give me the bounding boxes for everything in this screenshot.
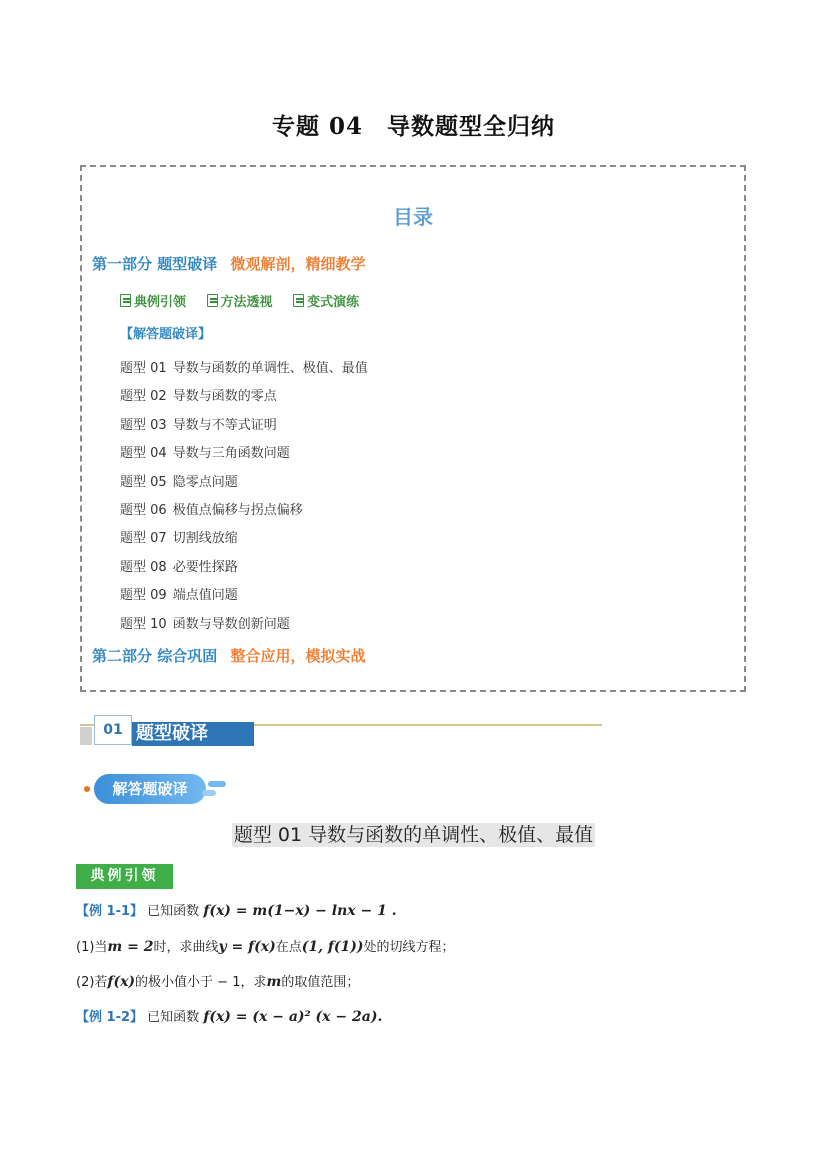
pill-label: 解答题破译: [94, 774, 206, 804]
toc-item[interactable]: [120, 525, 368, 553]
toc-item[interactable]: [120, 412, 368, 440]
formula: m = 2: [107, 939, 154, 955]
example-label: 【例 1-1】: [76, 904, 144, 919]
banner-accent: [80, 727, 92, 745]
document-title: 专题 04 导数题型全归纳: [271, 113, 555, 140]
toc-item[interactable]: [120, 469, 368, 497]
pill-decoration: [202, 790, 216, 796]
toc-item[interactable]: [120, 383, 368, 411]
question-text: 的极小值小于 − 1，求: [135, 975, 267, 990]
toc-item-number: 题型 07: [120, 531, 167, 547]
toc-item-number: 题型 01: [120, 361, 167, 376]
formula: (1, f(1)): [301, 939, 364, 955]
toc-item-label: 导数与函数的单调性、极值、最值: [172, 361, 368, 376]
toc-item[interactable]: [120, 440, 368, 468]
example-1-2: [76, 1006, 382, 1025]
formula: f(x) = m(1−x) − lnx − 1 .: [203, 903, 397, 919]
formula: m: [266, 974, 282, 990]
toc-item-number: 题型 03: [120, 417, 167, 433]
example-tag: 典例引领: [76, 864, 173, 889]
toc-item[interactable]: [120, 497, 368, 525]
toc-item[interactable]: [120, 611, 368, 639]
toc-heading: 目录: [393, 205, 433, 229]
toc-item-label: 极值点偏移与拐点偏移: [172, 502, 303, 518]
part-2-subtitle: 整合应用，模拟实战: [230, 647, 366, 665]
tag-label: 方法透视: [220, 295, 273, 310]
toc-part-1[interactable]: [92, 253, 365, 274]
toc-tag-practice[interactable]: [293, 291, 359, 310]
question-text: (2)若: [76, 975, 108, 990]
document-icon: [293, 294, 304, 307]
toc-item-number: 题型 09: [120, 588, 167, 604]
toc-item-label: 导数与不等式证明: [172, 417, 277, 433]
part-1-subtitle: 微观解剖，精细教学: [230, 255, 366, 273]
toc-item-label: 导数与函数的零点: [172, 389, 277, 405]
question-text: 处的切线方程；: [363, 940, 455, 955]
formula: f(x) = (x − a)² (x − 2a).: [203, 1009, 383, 1025]
section-title-text: 题型 01 导数与函数的单调性、极值、最值: [233, 824, 594, 846]
toc-item-label: 函数与导数创新问题: [172, 616, 290, 632]
question-text: 时，求曲线: [153, 940, 219, 955]
toc-tag-examples[interactable]: [120, 291, 186, 310]
toc-item-number: 题型 04: [120, 446, 167, 462]
toc-list: [120, 355, 368, 639]
toc-subsection-label: 【解答题破译】: [120, 327, 212, 342]
example-label: 【例 1-2】: [76, 1010, 144, 1025]
toc-item-number: 题型 06: [120, 502, 167, 518]
toc-item[interactable]: [120, 355, 368, 383]
example-1-1: [76, 900, 397, 919]
part-2-name: 第二部分 综合巩固: [92, 647, 218, 665]
toc-item-number: 题型 08: [120, 559, 167, 575]
toc-item-number: 题型 10: [120, 616, 167, 632]
toc-item-label: 端点值问题: [172, 588, 238, 604]
formula: f(x): [107, 974, 136, 990]
toc-item[interactable]: [120, 582, 368, 610]
question-text: (1)当: [76, 940, 108, 955]
toc-part-2[interactable]: [92, 645, 365, 666]
example-text: 已知函数: [147, 904, 200, 919]
section-banner: [80, 712, 602, 752]
document-icon: [120, 294, 131, 307]
question-text: 在点: [275, 940, 302, 955]
toc-item-label: 切割线放缩: [172, 531, 238, 547]
table-of-contents: [80, 165, 746, 692]
part-1-name: 第一部分 题型破译: [92, 255, 218, 273]
toc-item-number: 题型 05: [120, 474, 167, 490]
toc-tag-methods[interactable]: [207, 291, 273, 310]
toc-item-label: 必要性探路: [172, 559, 238, 575]
document-icon: [207, 294, 218, 307]
tag-label: 变式演练: [307, 295, 360, 310]
pill-decoration: [208, 781, 226, 787]
toc-item[interactable]: [120, 554, 368, 582]
toc-item-label: 隐零点问题: [172, 474, 238, 490]
section-title: [0, 820, 827, 847]
toc-item-number: 题型 02: [120, 389, 167, 405]
question-2: [76, 971, 359, 990]
formula: y = f(x): [218, 939, 276, 955]
toc-tags: [120, 291, 375, 311]
tag-label: 典例引领: [134, 295, 187, 310]
toc-item-label: 导数与三角函数问题: [172, 446, 290, 462]
question-1: [76, 936, 455, 955]
question-text: 的取值范围；: [281, 975, 360, 990]
example-text: 已知函数: [147, 1010, 200, 1025]
pill-dot: [84, 786, 90, 792]
banner-title: 题型破译: [132, 722, 254, 746]
banner-number: 01: [94, 715, 132, 745]
